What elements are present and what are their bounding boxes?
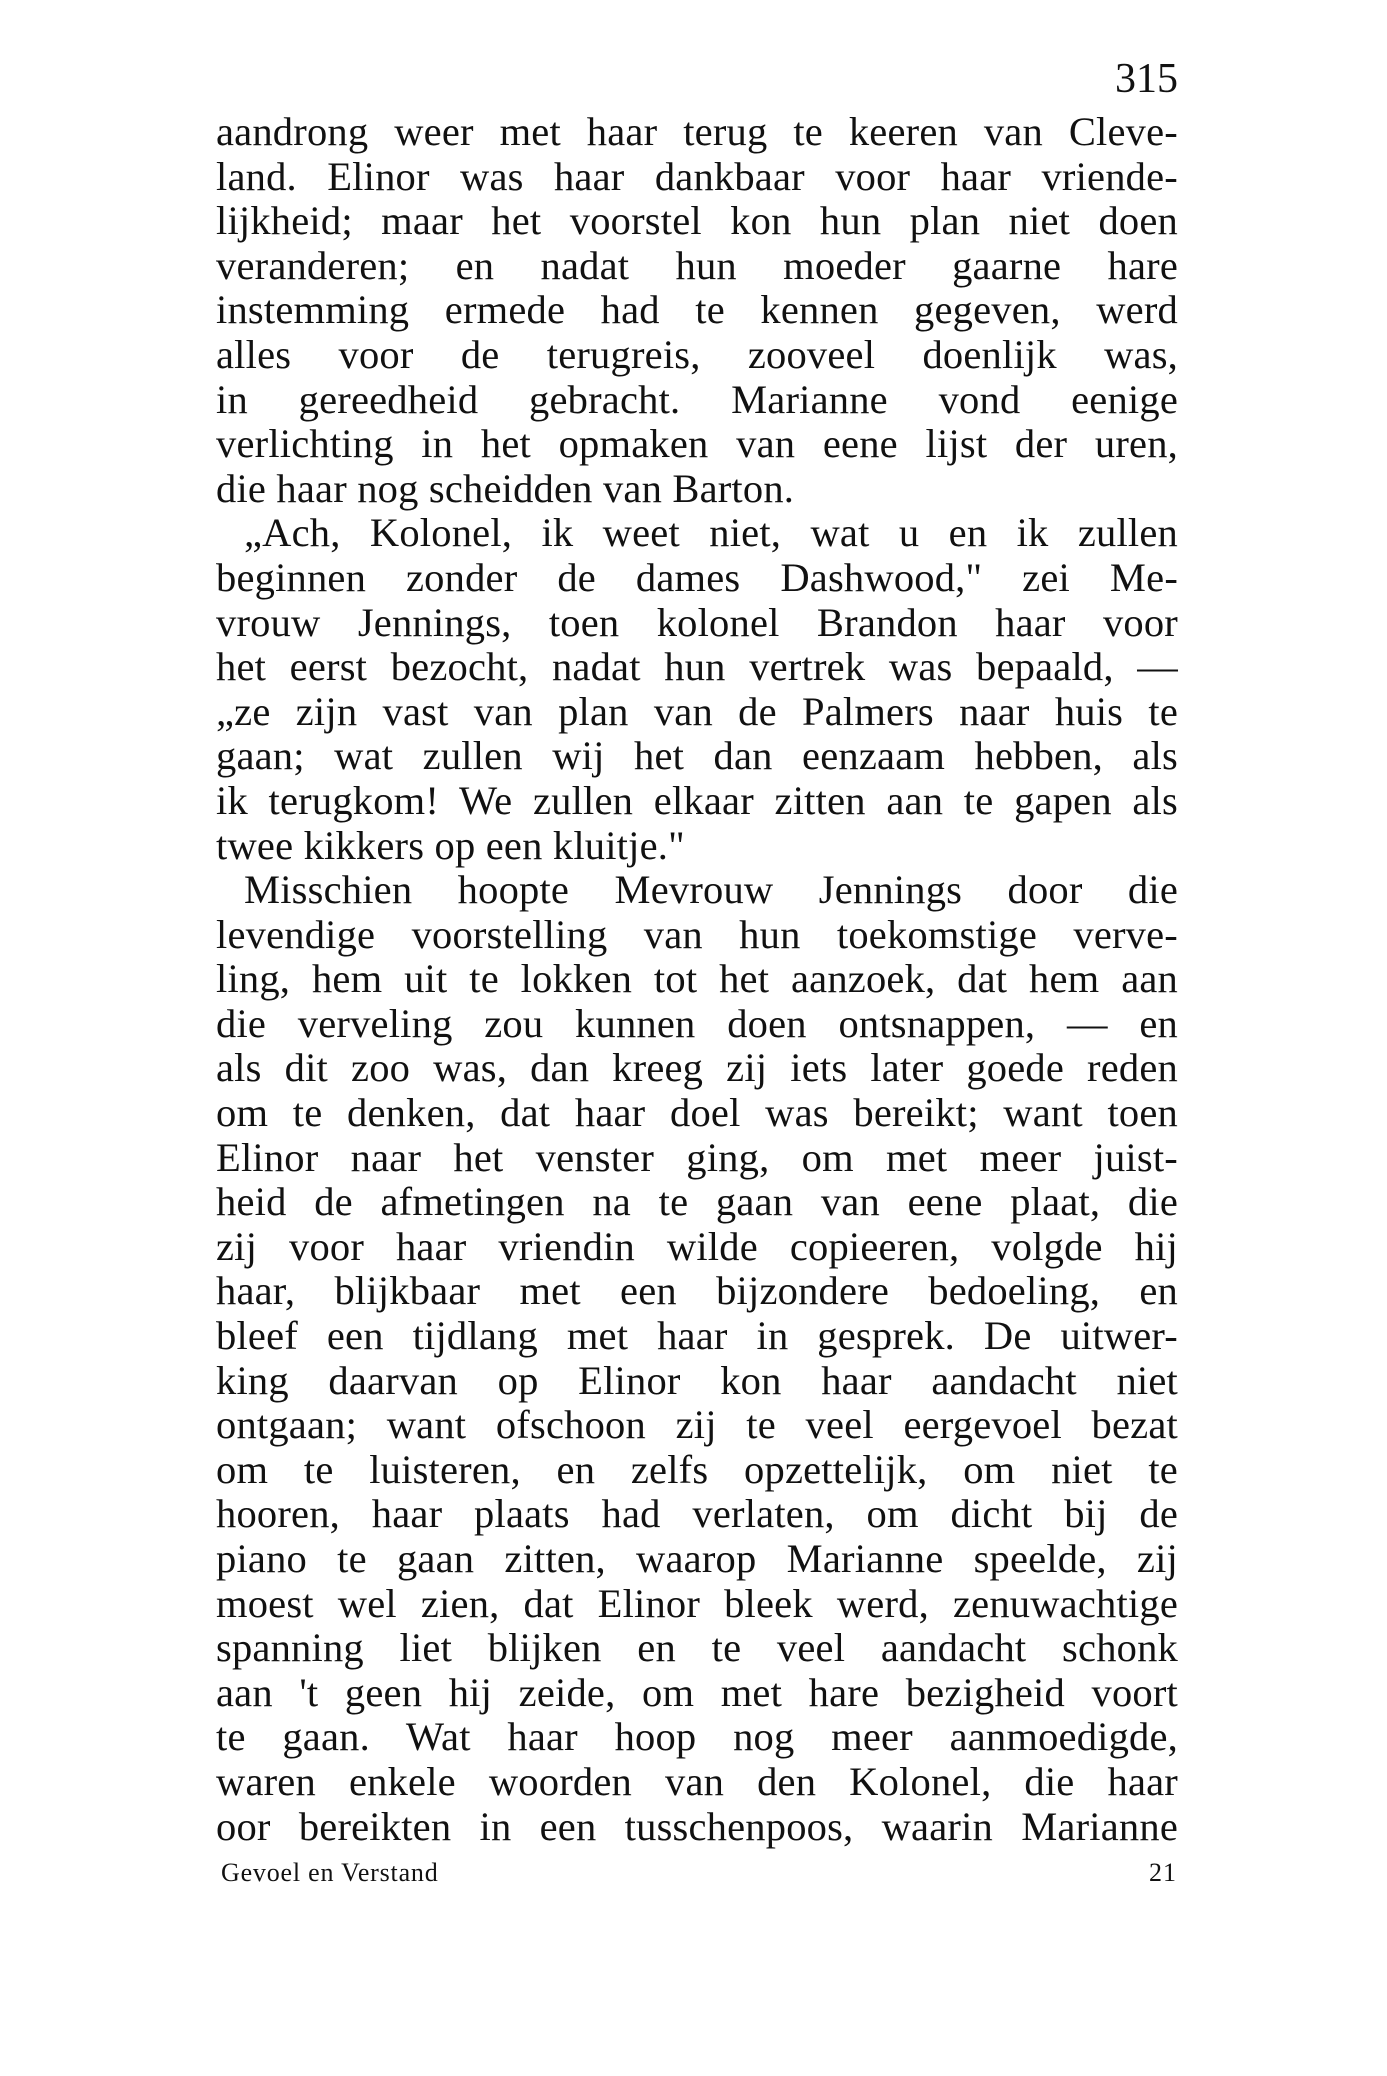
footer-signature-mark: 21 <box>1149 1858 1177 1887</box>
text-line: vrouw Jennings, toen kolonel Brandon haar voor <box>216 599 1178 645</box>
text-line: aandrong weer met haar terug te keeren van Cleve- <box>216 109 1178 154</box>
text-line: levendige voorstelling van hun toekomstige verve- <box>216 911 1178 957</box>
text-line: zij voor haar vriendin wilde copieeren, volgde hij <box>216 1223 1178 1269</box>
text-line: moest wel zien, dat Elinor bleek werd, zenuwachtige <box>216 1580 1178 1626</box>
text-line: ik terugkom! We zullen elkaar zitten aan te gapen als <box>216 777 1178 823</box>
text-line: oor bereikten in een tusschenpoos, waarin Marianne <box>216 1803 1178 1849</box>
text-line: te gaan. Wat haar hoop nog meer aanmoedigde, <box>216 1714 1178 1760</box>
text-line: het eerst bezocht, nadat hun vertrek was bepaald, — <box>216 644 1178 690</box>
text-line: king daarvan op Elinor kon haar aandacht niet <box>216 1357 1178 1403</box>
body-text <box>216 110 1178 1849</box>
text-line: bleef een tijdlang met haar in gesprek. De uitwer- <box>216 1313 1178 1359</box>
text-line: beginnen zonder de dames Dashwood," zei Me- <box>216 554 1178 600</box>
text-line: ontgaan; want ofschoon zij te veel eergevoel bezat <box>216 1402 1178 1448</box>
text-line: verlichting in het opmaken van eene lijst der uren, <box>216 421 1178 467</box>
text-line: twee kikkers op een kluitje." <box>216 822 685 868</box>
text-line: gaan; wat zullen wij het dan eenzaam hebben, als <box>216 733 1178 779</box>
text-line: Misschien hoopte Mevrouw Jennings door die <box>244 867 1178 913</box>
footer-book-title: Gevoel en Verstand <box>221 1858 439 1887</box>
text-line: lijkheid; maar het voorstel kon hun plan niet doen <box>216 198 1178 244</box>
page-number: 315 <box>1115 56 1178 102</box>
text-line: in gereedheid gebracht. Marianne vond eenige <box>216 376 1178 422</box>
text-line: alles voor de terugreis, zooveel doenlijk was, <box>216 331 1178 377</box>
text-line: waren enkele woorden van den Kolonel, die haar <box>216 1758 1178 1804</box>
page-footer <box>221 1858 1177 1894</box>
text-line: om te denken, dat haar doel was bereikt; want toen <box>216 1090 1178 1136</box>
text-line: veranderen; en nadat hun moeder gaarne hare <box>216 242 1178 288</box>
text-line: instemming ermede had te kennen gegeven, werd <box>216 287 1178 333</box>
text-line: haar, blijkbaar met een bijzondere bedoeling, en <box>216 1268 1178 1314</box>
text-line: „ze zijn vast van plan van de Palmers naar huis te <box>216 688 1178 734</box>
text-line: „Ach, Kolonel, ik weet niet, wat u en ik zullen <box>244 510 1178 556</box>
text-line: spanning liet blijken en te veel aandacht schonk <box>216 1625 1178 1671</box>
text-line: om te luisteren, en zelfs opzettelijk, om niet te <box>216 1446 1178 1492</box>
text-line: die verveling zou kunnen doen ontsnappen, — en <box>216 1000 1178 1046</box>
text-line: aan 't geen hij zeide, om met hare bezigheid voort <box>216 1669 1178 1715</box>
text-line: piano te gaan zitten, waarop Marianne speelde, zij <box>216 1536 1178 1581</box>
text-line: ling, hem uit te lokken tot het aanzoek, dat hem aan <box>216 956 1178 1002</box>
text-line: heid de afmetingen na te gaan van eene plaat, die <box>216 1179 1178 1225</box>
text-line: als dit zoo was, dan kreeg zij iets later goede reden <box>216 1045 1178 1091</box>
text-line: die haar nog scheidden van Barton. <box>216 465 795 511</box>
text-line: land. Elinor was haar dankbaar voor haar vriende- <box>216 153 1178 199</box>
text-line: hooren, haar plaats had verlaten, om dicht bij de <box>216 1491 1178 1537</box>
text-line: Elinor naar het venster ging, om met meer juist- <box>216 1134 1178 1180</box>
